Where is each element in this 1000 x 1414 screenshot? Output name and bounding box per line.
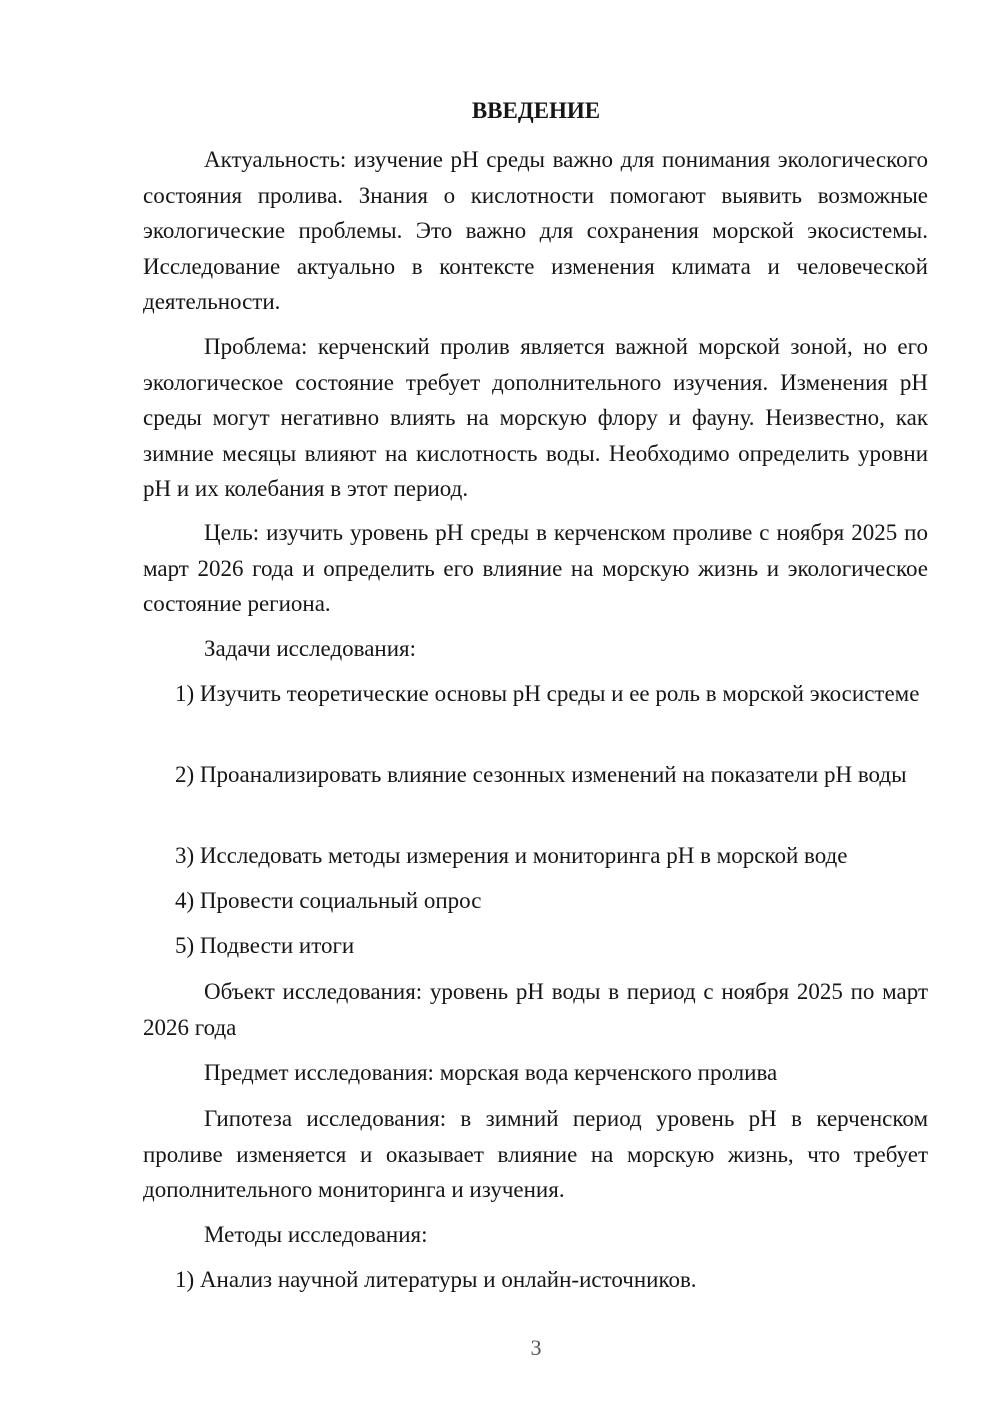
task-item-4: 4) Провести социальный опрос xyxy=(175,888,482,913)
task-item-5: 5) Подвести итоги xyxy=(175,933,355,958)
task-item-2: 2) Проанализировать влияние сезонных изменений на показатели pH воды xyxy=(175,762,907,787)
methods-heading: Методы исследования: xyxy=(204,1222,428,1247)
method-item-1: 1) Анализ научной литературы и онлайн-источников. xyxy=(175,1267,697,1292)
task-item-3: 3) Исследовать методы измерения и мониторинга pH в морской воде xyxy=(175,843,848,868)
object-paragraph: Объект исследования: уровень pH воды в период с ноября 2025 по март 2026 года xyxy=(143,979,928,1040)
subject-paragraph: Предмет исследования: морская вода керченского пролива xyxy=(204,1060,778,1085)
hypothesis-paragraph: Гипотеза исследования: в зимний период уровень pH в керченском проливе изменяется и оказывает влияние на морскую жизнь, что требует дополнительного мониторинга и изучения. xyxy=(143,1106,928,1202)
relevance-paragraph: Актуальность: изучение pH среды важно для понимания экологического состояния пролива. Знания о кислотности помогают выявить возможные экологические проблемы. Это важно для сохранения морской экосистемы. Исследование актуально в контексте изменения климата и человеческой деятельности. xyxy=(143,147,928,314)
page-number: 3 xyxy=(530,1335,542,1360)
tasks-heading: Задачи исследования: xyxy=(204,636,417,661)
goal-paragraph: Цель: изучить уровень pH среды в керченском проливе с ноября 2025 по март 2026 года и определить его влияние на морскую жизнь и экологическое состояние региона. xyxy=(143,520,928,616)
section-title: ВВЕДЕНИЕ xyxy=(471,98,601,123)
task-item-1: 1) Изучить теоретические основы pH среды и ее роль в морской экосистеме xyxy=(175,681,920,706)
problem-paragraph: Проблема: керченский пролив является важной морской зоной, но его экологическое состояние требует дополнительного изучения. Изменения pH среды могут негативно влиять на морскую флору и фауну. Неизвестно, как зимние месяцы влияют на кислотность воды. Необходимо определить уровни pH и их колебания в этот период. xyxy=(143,334,928,501)
